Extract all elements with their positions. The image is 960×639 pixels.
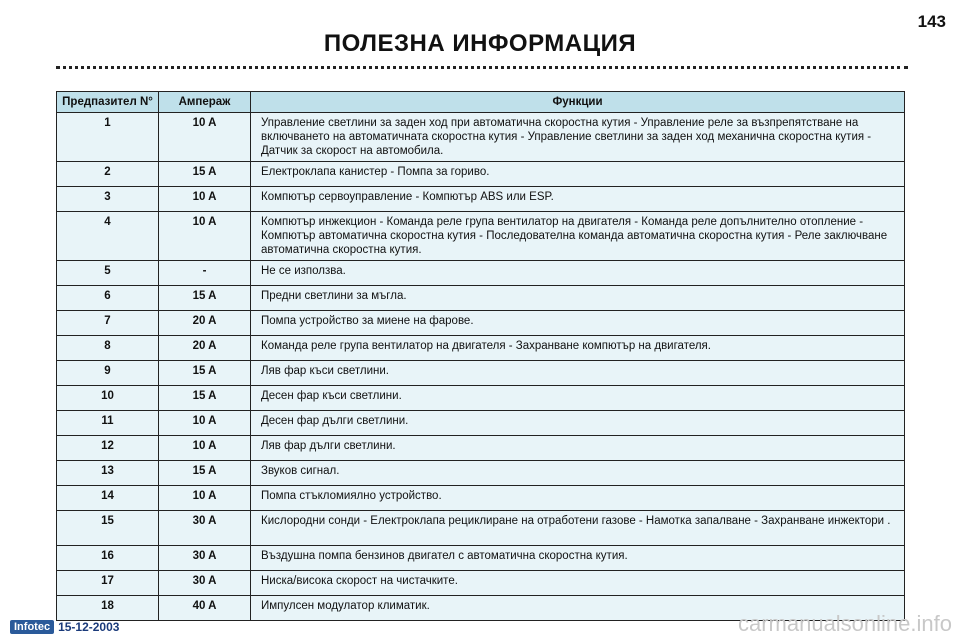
fuse-number-cell: 15 bbox=[57, 511, 159, 546]
table-row bbox=[57, 286, 905, 311]
fuse-number-cell: 3 bbox=[57, 187, 159, 212]
amperage-cell: 15 A bbox=[159, 386, 251, 411]
fuse-number-cell: 1 bbox=[57, 113, 159, 162]
amperage-cell: 10 A bbox=[159, 212, 251, 261]
fuse-number-cell: 16 bbox=[57, 546, 159, 571]
table-row bbox=[57, 386, 905, 411]
table-row bbox=[57, 336, 905, 361]
fuse-table-body bbox=[57, 113, 905, 621]
table-row bbox=[57, 187, 905, 212]
footer bbox=[10, 619, 119, 635]
amperage-cell: 20 A bbox=[159, 311, 251, 336]
function-cell: Въздушна помпа бензинов двигател с автоматична скоростна кутия. bbox=[251, 546, 905, 571]
amperage-cell: 30 A bbox=[159, 546, 251, 571]
table-row bbox=[57, 361, 905, 386]
table-row bbox=[57, 162, 905, 187]
page-number: 143 bbox=[917, 12, 946, 31]
fuse-number-cell: 6 bbox=[57, 286, 159, 311]
function-cell: Команда реле група вентилатор на двигателя - Захранване компютър на двигателя. bbox=[251, 336, 905, 361]
dotted-divider bbox=[56, 66, 908, 69]
amperage-cell: - bbox=[159, 261, 251, 286]
amperage-cell: 10 A bbox=[159, 187, 251, 212]
table-row bbox=[57, 546, 905, 571]
fuse-number-cell: 14 bbox=[57, 486, 159, 511]
table-row bbox=[57, 511, 905, 546]
fuse-number-cell: 17 bbox=[57, 571, 159, 596]
table-row bbox=[57, 113, 905, 162]
fuse-table bbox=[56, 91, 905, 621]
amperage-cell: 20 A bbox=[159, 336, 251, 361]
amperage-cell: 10 A bbox=[159, 113, 251, 162]
function-cell: Предни светлини за мъгла. bbox=[251, 286, 905, 311]
fuse-number-cell: 11 bbox=[57, 411, 159, 436]
header-fuse-number: Предпазител N° bbox=[57, 92, 159, 113]
amperage-cell: 10 A bbox=[159, 486, 251, 511]
fuse-number-cell: 2 bbox=[57, 162, 159, 187]
amperage-cell: 10 A bbox=[159, 436, 251, 461]
function-cell: Помпа стъкломиялно устройство. bbox=[251, 486, 905, 511]
table-row bbox=[57, 261, 905, 286]
function-cell: Управление светлини за заден ход при автоматична скоростна кутия - Управление реле за възпрепятстване на включването на автоматичната скоростна кутия - Управление светлини за заден ход механична скоростна кутия - Датчик за скорост на автомобила. bbox=[251, 113, 905, 162]
function-cell: Кислородни сонди - Електроклапа рециклиране на отработени газове - Намотка запалване - Захранване инжектори . bbox=[251, 511, 905, 546]
table-row bbox=[57, 436, 905, 461]
function-cell: Импулсен модулатор климатик. bbox=[251, 596, 905, 621]
table-row bbox=[57, 486, 905, 511]
amperage-cell: 15 A bbox=[159, 461, 251, 486]
footer-date: 15-12-2003 bbox=[58, 620, 120, 634]
watermark: carmanualsonline.info bbox=[737, 611, 952, 636]
function-cell: Компютър сервоуправление - Компютър ABS или ESP. bbox=[251, 187, 905, 212]
amperage-cell: 30 A bbox=[159, 511, 251, 546]
fuse-number-cell: 5 bbox=[57, 261, 159, 286]
function-cell: Помпа устройство за миене на фарове. bbox=[251, 311, 905, 336]
table-row bbox=[57, 461, 905, 486]
function-cell: Десен фар дълги светлини. bbox=[251, 411, 905, 436]
header-functions: Функции bbox=[251, 92, 905, 113]
table-row bbox=[57, 212, 905, 261]
page-title: ПОЛЕЗНА ИНФОРМАЦИЯ bbox=[323, 30, 637, 57]
function-cell: Ляв фар къси светлини. bbox=[251, 361, 905, 386]
amperage-cell: 15 A bbox=[159, 361, 251, 386]
amperage-cell: 15 A bbox=[159, 162, 251, 187]
function-cell: Ляв фар дълги светлини. bbox=[251, 436, 905, 461]
fuse-number-cell: 9 bbox=[57, 361, 159, 386]
header-amperage: Ампераж bbox=[159, 92, 251, 113]
amperage-cell: 40 A bbox=[159, 596, 251, 621]
function-cell: Компютър инжекцион - Команда реле група вентилатор на двигателя - Команда реле допълнително отопление - Компютър автоматична скоростна кутия - Последователна команда автоматична скоростна кутия - Реле заключване автоматична скоростна кутия. bbox=[251, 212, 905, 261]
fuse-number-cell: 13 bbox=[57, 461, 159, 486]
table-row bbox=[57, 311, 905, 336]
amperage-cell: 15 A bbox=[159, 286, 251, 311]
fuse-number-cell: 10 bbox=[57, 386, 159, 411]
table-row bbox=[57, 411, 905, 436]
function-cell: Звуков сигнал. bbox=[251, 461, 905, 486]
function-cell: Ниска/висока скорост на чистачките. bbox=[251, 571, 905, 596]
fuse-number-cell: 18 bbox=[57, 596, 159, 621]
infotec-logo: Infotec bbox=[10, 620, 54, 634]
function-cell: Десен фар къси светлини. bbox=[251, 386, 905, 411]
table-header-row bbox=[57, 92, 905, 113]
function-cell: Не се използва. bbox=[251, 261, 905, 286]
function-cell: Електроклапа канистер - Помпа за гориво. bbox=[251, 162, 905, 187]
table-row bbox=[57, 571, 905, 596]
amperage-cell: 30 A bbox=[159, 571, 251, 596]
fuse-number-cell: 12 bbox=[57, 436, 159, 461]
amperage-cell: 10 A bbox=[159, 411, 251, 436]
fuse-number-cell: 8 bbox=[57, 336, 159, 361]
fuse-number-cell: 4 bbox=[57, 212, 159, 261]
fuse-number-cell: 7 bbox=[57, 311, 159, 336]
